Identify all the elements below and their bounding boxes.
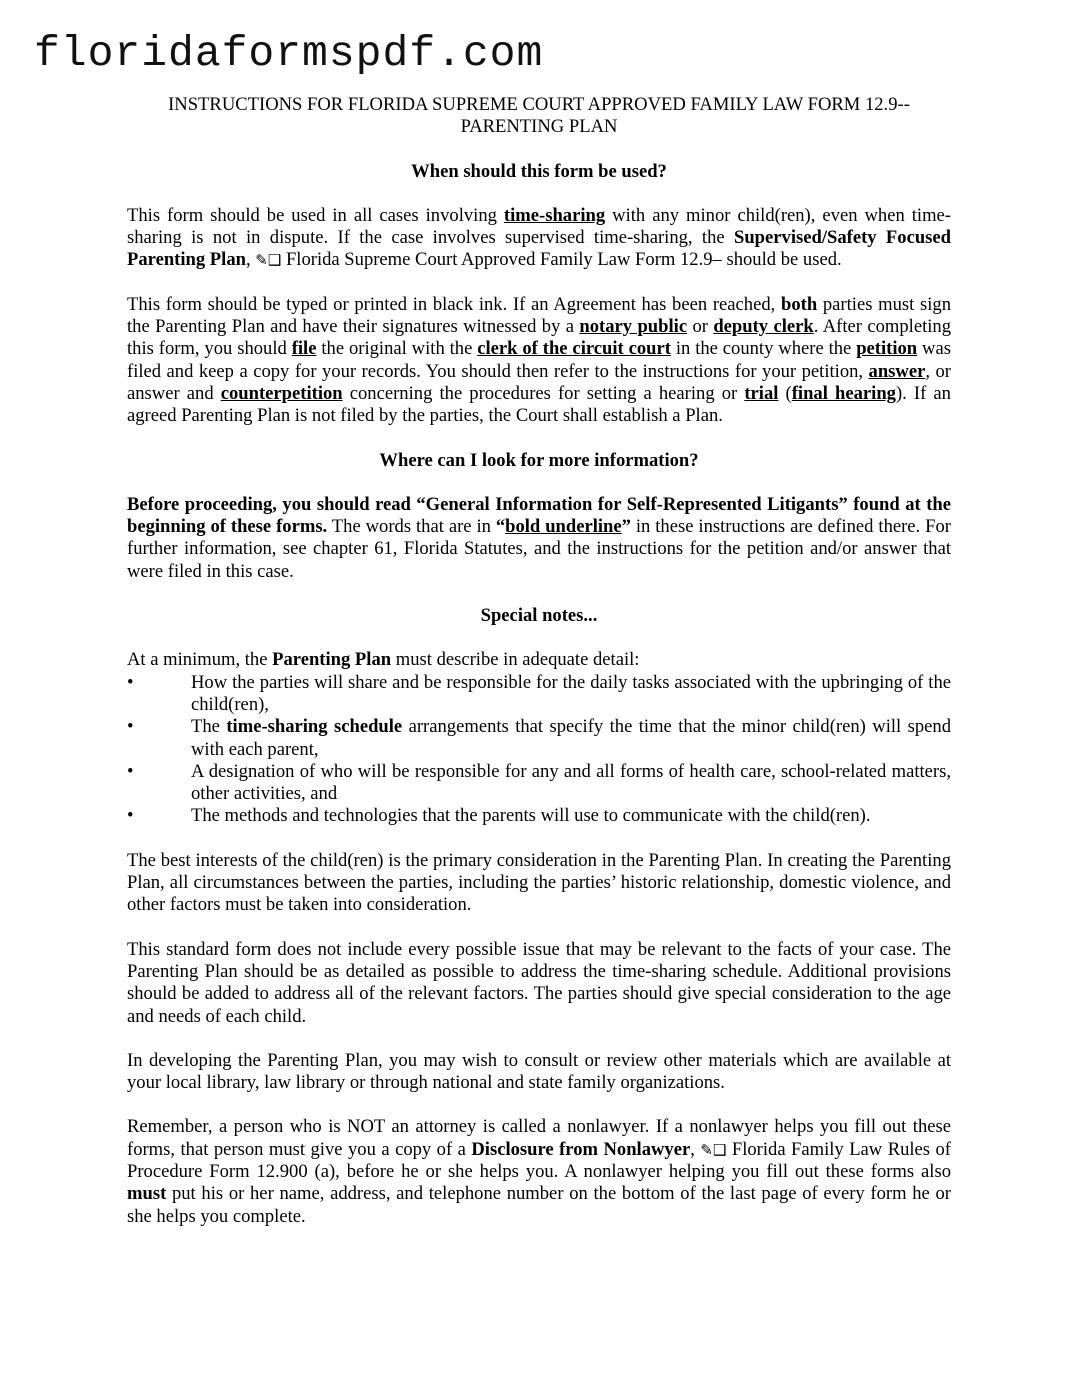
paragraph-best-interests: The best interests of the child(ren) is the primary consideration in the Parenting Plan. In creating the Parenting Plan, all circumstances between the parties, including the parties’ historic relationship, domestic violence, and other factors must be taken into consideration. (127, 849, 951, 916)
instructions-page (127, 94, 951, 1250)
text: . After completing this form, you should (127, 316, 952, 360)
text: in the county where the (670, 338, 857, 360)
supervised-plan-name: Supervised/Safety Focused Parenting Plan (127, 227, 951, 271)
title-line-1: INSTRUCTIONS FOR FLORIDA SUPREME COURT APPROVED FAMILY LAW FORM 12.9-- (168, 94, 910, 115)
term-notary-public[interactable]: notary public (579, 316, 688, 338)
text: Florida Family Law Rules of Procedure Form 12.900 (a), before he or she helps you. A nonlawyer helping you fill out these forms also (127, 1138, 952, 1182)
title-line-2: PARENTING PLAN (460, 116, 618, 138)
document-title (127, 94, 951, 139)
text: or (687, 316, 714, 338)
term-final-hearing[interactable]: final hearing (791, 382, 896, 404)
paragraph-filing (127, 294, 951, 428)
site-watermark: floridaformspdf.com (34, 29, 544, 78)
text: with any minor child(ren), even when time-sharing is not in dispute. If the case involves supervised time-sharing, the (127, 204, 951, 249)
term-clerk-of-circuit-court[interactable]: clerk of the circuit court (477, 338, 671, 360)
text: put his or her name, address, and telephone number on the bottom of the last page of every form he or she helps you complete. (127, 1183, 951, 1227)
paragraph-when-used (127, 205, 951, 272)
read-general-info-notice: Before proceeding, you should read “General Information for Self-Represented Litigants” found at the beginning of these forms. (127, 493, 951, 538)
text: arrangements that specify the time that the minor child(ren) will spend with each parent, (191, 716, 951, 760)
term-deputy-clerk[interactable]: deputy clerk (713, 316, 814, 338)
text: must describe in adequate detail: (391, 649, 640, 671)
text: , or answer and (127, 360, 951, 404)
pencil-checkbox-icon: ✎❑ (700, 1140, 727, 1159)
paragraph-developing: In developing the Parenting Plan, you may wish to consult or review other materials which are available at your local library, law library or through national and state family organizations. (127, 1049, 951, 1094)
term-trial[interactable]: trial (744, 382, 779, 404)
paragraph-nonlawyer (127, 1116, 951, 1227)
text: Florida Supreme Court Approved Family Law Form 12.9– should be used. (281, 249, 842, 271)
term-bold-underline: bold underline (505, 516, 622, 538)
list-item: • The methods and technologies that the parents will use to communicate with the child(ren). (127, 805, 951, 827)
paragraph-minimum-intro (127, 649, 951, 671)
text: ( (778, 382, 792, 404)
text: The words that are in (327, 516, 496, 538)
parenting-plan-term: Parenting Plan (272, 649, 392, 671)
term-file[interactable]: file (291, 338, 317, 360)
term-petition[interactable]: petition (856, 338, 918, 360)
text: Remember, a person who is NOT an attorney is called a nonlawyer. If a nonlawyer helps you fill out these forms, that person must give you a copy of a (127, 1116, 951, 1160)
text: This form should be used in all cases involving (127, 204, 504, 226)
emphasis-must: must (127, 1183, 167, 1205)
disclosure-from-nonlawyer: Disclosure from Nonlawyer (471, 1138, 691, 1160)
heading-special-notes: Special notes... (480, 605, 598, 627)
heading-when-used: When should this form be used? (411, 160, 667, 182)
quote-mark: “ (495, 516, 506, 538)
text: the original with the (316, 338, 478, 360)
list-item (127, 716, 951, 761)
text: , (245, 249, 256, 271)
pencil-checkbox-icon: ✎❑ (255, 251, 282, 270)
text: was filed and keep a copy for your records. You should then refer to the instructions for your petition, (127, 338, 951, 382)
text: parties must sign the Parenting Plan and have their signatures witnessed by a (127, 293, 951, 338)
text: in these instructions are defined there. For further information, see chapter 61, Florida Statutes, and the instructions for the petition and/or answer that were filed in this case. (127, 516, 951, 582)
text: ). If an agreed Parenting Plan is not filed by the parties, the Court shall establish a Plan. (127, 382, 951, 427)
paragraph-more-information (127, 494, 951, 583)
term-answer[interactable]: answer (868, 360, 926, 382)
requirements-list (127, 672, 951, 828)
term-time-sharing[interactable]: time-sharing (503, 204, 606, 226)
time-sharing-schedule-term: time-sharing schedule (226, 716, 403, 738)
paragraph-standard-form: This standard form does not include every possible issue that may be relevant to the facts of your case. The Parenting Plan should be as detailed as possible to address the time-sharing schedule. Additional provisions should be added to address all of the relevant factors. The parties should give special consideration to the age and needs of each child. (127, 938, 951, 1027)
text: This form should be typed or printed in black ink. If an Agreement has been reached, (127, 293, 781, 315)
text: , (690, 1138, 701, 1160)
text: At a minimum, the (127, 649, 273, 671)
term-counterpetition[interactable]: counterpetition (220, 382, 343, 404)
list-item: • How the parties will share and be responsible for the daily tasks associated with the upbringing of the child(ren), (127, 672, 951, 717)
quote-mark: ” (621, 516, 631, 538)
heading-more-information: Where can I look for more information? (379, 449, 699, 471)
text: The (191, 716, 227, 738)
text: concerning the procedures for setting a hearing or (342, 382, 745, 404)
list-item: • A designation of who will be responsible for any and all forms of health care, school-related matters, other activities, and (127, 761, 951, 806)
emphasis-both: both (781, 293, 818, 315)
